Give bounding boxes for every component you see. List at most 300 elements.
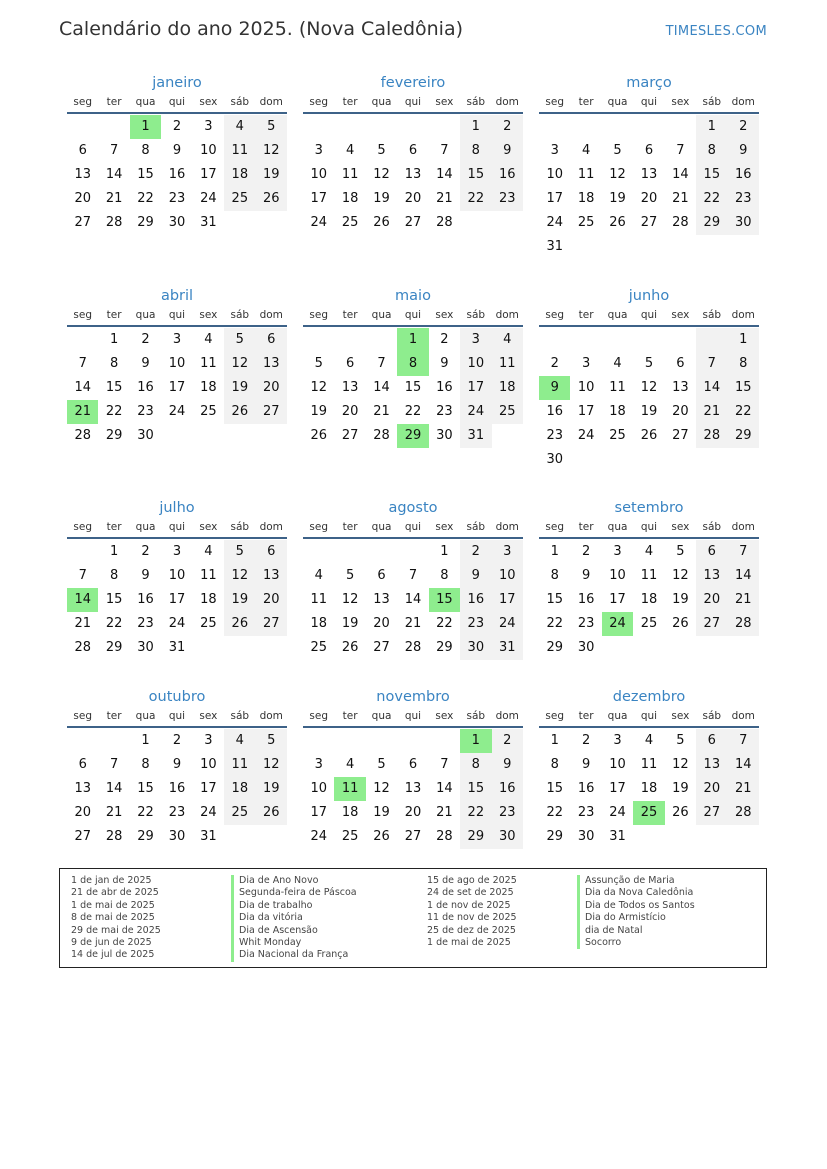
day-cell: 9 — [460, 564, 491, 588]
day-cell: 15 — [137, 167, 154, 182]
day-empty — [665, 328, 696, 352]
month-abril — [67, 285, 287, 448]
day-cell: 27 — [341, 428, 359, 443]
day-cell: 29 — [436, 640, 453, 655]
day-cell: 30 — [137, 640, 154, 655]
day-empty — [67, 540, 98, 564]
day-cell: 3 — [613, 544, 622, 559]
day-cell: 11 — [341, 167, 359, 182]
weekday-label: sex — [199, 710, 218, 722]
day-cell: 19 — [672, 592, 689, 607]
day-cell: 19 — [373, 805, 390, 820]
day-cell: 1 — [141, 733, 150, 748]
day-empty — [696, 328, 727, 352]
day-cell: 5 — [314, 356, 323, 371]
day-cell: 13 — [672, 380, 689, 395]
day-cell: 20 — [404, 191, 422, 206]
weekday-label: sáb — [466, 521, 486, 533]
day-cell: 4 — [314, 568, 323, 583]
day-empty — [256, 211, 287, 235]
week-row — [67, 636, 287, 660]
weekday-label: sex — [199, 96, 218, 108]
week-row — [67, 352, 287, 376]
day-cell: 29 — [728, 424, 759, 448]
day-empty — [224, 424, 255, 448]
day-cell: 23 — [577, 805, 595, 820]
week-row — [67, 588, 287, 612]
day-cell: 6 — [696, 540, 727, 564]
week-row — [67, 211, 287, 235]
day-empty — [602, 328, 633, 352]
weekday-label: qui — [640, 96, 658, 108]
day-cell: 27 — [74, 829, 91, 844]
day-cell: 28 — [404, 640, 422, 655]
day-cell: 7 — [78, 568, 87, 583]
day-cell: 8 — [550, 757, 559, 772]
legend-holiday-name: Dia da vitória — [231, 912, 357, 924]
week-row — [303, 211, 523, 235]
day-cell: 25 — [609, 428, 626, 443]
day-cell: 8 — [728, 352, 759, 376]
day-cell: 19 — [640, 404, 658, 419]
day-cell: 18 — [200, 380, 217, 395]
week-row — [67, 115, 287, 139]
day-cell: 5 — [224, 328, 255, 352]
day-cell: 13 — [256, 564, 287, 588]
day-cell-holiday: 25 — [633, 801, 664, 825]
day-cell: 25 — [341, 829, 359, 844]
weekday-header — [67, 708, 287, 728]
month-name: setembro — [614, 500, 684, 516]
day-cell: 31 — [200, 829, 217, 844]
legend-date: 25 de dez de 2025 — [427, 924, 516, 936]
day-cell: 10 — [310, 781, 327, 796]
day-cell: 21 — [373, 404, 390, 419]
day-cell: 23 — [492, 187, 523, 211]
week-row — [67, 612, 287, 636]
weekday-label: sex — [435, 309, 454, 321]
day-cell: 29 — [696, 211, 727, 235]
day-empty — [67, 328, 98, 352]
day-cell: 5 — [377, 757, 386, 772]
day-cell: 21 — [436, 805, 453, 820]
legend-holiday-name: Dia de Todos os Santos — [577, 900, 695, 912]
site-logo[interactable]: TIMESLES.COM — [665, 24, 767, 39]
weekday-label: sáb — [230, 309, 250, 321]
day-cell: 6 — [408, 757, 418, 772]
day-cell: 18 — [492, 376, 523, 400]
day-cell: 24 — [546, 215, 563, 230]
legend-dates-left — [71, 875, 161, 962]
day-cell: 18 — [224, 777, 255, 801]
weekday-label: qua — [135, 521, 156, 533]
day-cell: 4 — [644, 544, 654, 559]
day-empty — [633, 825, 664, 849]
day-cell: 21 — [436, 191, 453, 206]
week-row — [303, 424, 523, 448]
day-cell: 5 — [676, 544, 685, 559]
day-empty — [193, 424, 224, 448]
day-empty — [633, 328, 664, 352]
day-cell: 14 — [105, 167, 123, 182]
day-cell: 6 — [345, 356, 355, 371]
legend-dates-right — [427, 875, 517, 949]
day-empty — [334, 729, 365, 753]
day-cell: 4 — [204, 332, 213, 347]
week-row — [539, 163, 759, 187]
month-setembro — [539, 497, 759, 660]
weekday-label: qui — [404, 96, 422, 108]
day-cell: 27 — [256, 612, 287, 636]
day-cell: 27 — [696, 801, 727, 825]
day-cell: 9 — [141, 356, 150, 371]
day-cell: 29 — [137, 215, 154, 230]
day-cell: 10 — [168, 356, 186, 371]
day-cell: 9 — [728, 139, 759, 163]
weekday-header — [539, 94, 759, 114]
day-cell: 30 — [460, 636, 491, 660]
week-row — [67, 825, 287, 849]
legend-holiday-name: Dia de trabalho — [231, 900, 357, 912]
legend-date: 1 de mai de 2025 — [427, 936, 511, 948]
day-cell: 19 — [256, 163, 287, 187]
day-empty — [334, 115, 365, 139]
day-cell: 8 — [460, 753, 491, 777]
day-cell: 7 — [78, 356, 87, 371]
day-cell-holiday: 24 — [602, 612, 633, 636]
day-cell: 29 — [137, 829, 154, 844]
day-empty — [602, 448, 633, 472]
week-row — [539, 636, 759, 660]
day-cell: 4 — [345, 757, 355, 772]
day-cell: 16 — [577, 592, 595, 607]
day-cell: 13 — [373, 592, 390, 607]
week-row — [303, 636, 523, 660]
day-cell: 31 — [168, 640, 186, 655]
day-cell: 2 — [492, 115, 523, 139]
weekday-label: seg — [545, 96, 565, 108]
day-empty — [303, 540, 334, 564]
day-cell: 24 — [168, 404, 186, 419]
day-cell: 8 — [109, 568, 119, 583]
week-row — [303, 115, 523, 139]
day-cell: 12 — [672, 757, 689, 772]
weekday-label: seg — [309, 710, 329, 722]
day-cell: 3 — [550, 143, 559, 158]
week-row — [67, 424, 287, 448]
day-cell: 11 — [640, 757, 658, 772]
day-cell: 29 — [460, 825, 491, 849]
day-cell: 27 — [404, 829, 422, 844]
day-cell: 30 — [168, 829, 186, 844]
day-cell: 12 — [310, 380, 327, 395]
week-row — [67, 540, 287, 564]
day-cell: 14 — [672, 167, 689, 182]
day-cell: 7 — [728, 540, 759, 564]
week-row — [539, 753, 759, 777]
week-row — [303, 352, 523, 376]
day-cell: 6 — [696, 729, 727, 753]
day-cell: 10 — [200, 757, 217, 772]
day-cell: 31 — [546, 239, 563, 254]
weekday-label: dom — [259, 710, 283, 722]
day-empty — [602, 115, 633, 139]
day-cell: 19 — [609, 191, 626, 206]
day-cell: 12 — [256, 139, 287, 163]
day-cell: 10 — [168, 568, 186, 583]
day-cell: 18 — [640, 592, 658, 607]
day-cell: 23 — [168, 191, 186, 206]
day-cell: 10 — [609, 568, 626, 583]
day-cell: 17 — [577, 404, 595, 419]
month-novembro — [303, 686, 523, 849]
day-cell: 4 — [204, 544, 213, 559]
day-empty — [397, 115, 428, 139]
day-cell: 2 — [172, 733, 182, 748]
day-cell: 30 — [492, 825, 523, 849]
weekday-label: seg — [309, 521, 329, 533]
day-empty — [728, 636, 759, 660]
day-cell: 1 — [550, 544, 559, 559]
page-title: Calendário do ano 2025. (Nova Caledônia) — [59, 18, 464, 40]
day-cell: 14 — [373, 380, 390, 395]
weekday-label: qua — [371, 521, 392, 533]
day-cell-holiday: 1 — [130, 115, 161, 139]
month-name: outubro — [148, 689, 206, 705]
day-cell: 16 — [728, 163, 759, 187]
day-cell: 11 — [310, 592, 327, 607]
day-cell: 15 — [460, 163, 491, 187]
day-empty — [256, 424, 287, 448]
weekday-label: qua — [607, 309, 628, 321]
day-cell: 2 — [581, 544, 591, 559]
week-row — [539, 540, 759, 564]
day-cell: 26 — [224, 612, 255, 636]
day-cell-holiday: 29 — [397, 424, 428, 448]
day-cell: 17 — [460, 376, 491, 400]
day-cell: 23 — [460, 612, 491, 636]
day-cell: 18 — [640, 781, 658, 796]
month-janeiro — [67, 72, 287, 235]
legend-date: 11 de nov de 2025 — [427, 912, 517, 924]
day-cell: 16 — [460, 588, 491, 612]
day-cell: 4 — [224, 115, 255, 139]
week-row — [67, 801, 287, 825]
day-empty — [539, 115, 570, 139]
weekday-label: ter — [342, 309, 358, 321]
weekday-label: sex — [671, 96, 690, 108]
day-cell: 4 — [644, 733, 654, 748]
weekday-label: sáb — [702, 96, 722, 108]
day-cell: 14 — [74, 380, 91, 395]
day-cell: 23 — [137, 616, 154, 631]
week-row — [303, 612, 523, 636]
week-row — [303, 187, 523, 211]
day-empty — [366, 115, 397, 139]
month-fevereiro — [303, 72, 523, 235]
day-cell: 15 — [137, 781, 154, 796]
week-row — [303, 777, 523, 801]
day-cell: 3 — [492, 540, 523, 564]
day-empty — [665, 235, 696, 259]
day-cell: 25 — [310, 640, 327, 655]
week-row — [67, 376, 287, 400]
weekday-label: seg — [309, 96, 329, 108]
weekday-label: seg — [73, 309, 93, 321]
day-empty — [366, 540, 397, 564]
day-cell: 1 — [550, 733, 559, 748]
day-cell: 8 — [109, 356, 119, 371]
weekday-label: dom — [495, 521, 519, 533]
day-cell: 20 — [640, 191, 658, 206]
day-cell: 8 — [141, 143, 150, 158]
day-cell: 26 — [672, 616, 689, 631]
legend-date: 15 de ago de 2025 — [427, 875, 517, 886]
month-outubro — [67, 686, 287, 849]
day-empty — [696, 636, 727, 660]
day-cell: 11 — [224, 753, 255, 777]
week-row — [303, 801, 523, 825]
day-cell: 6 — [256, 328, 287, 352]
weekday-label: dom — [259, 96, 283, 108]
day-cell: 16 — [577, 781, 595, 796]
day-cell: 5 — [345, 568, 355, 583]
day-cell: 19 — [341, 616, 359, 631]
legend-holiday-name: Dia de Ano Novo — [231, 875, 357, 887]
day-cell: 9 — [440, 356, 449, 371]
day-cell: 26 — [256, 801, 287, 825]
day-cell: 14 — [404, 592, 422, 607]
weekday-label: sáb — [230, 96, 250, 108]
day-cell-holiday: 1 — [397, 328, 428, 352]
legend-date: 1 de mai de 2025 — [71, 899, 155, 911]
legend-holiday-name: Whit Monday — [231, 937, 357, 949]
weekday-label: qua — [607, 710, 628, 722]
week-row — [303, 540, 523, 564]
day-cell: 18 — [577, 191, 595, 206]
day-cell: 11 — [640, 568, 658, 583]
day-empty — [602, 636, 633, 660]
day-cell: 17 — [168, 592, 186, 607]
legend-names-right — [577, 875, 695, 949]
day-cell: 26 — [373, 829, 390, 844]
day-cell: 7 — [440, 143, 449, 158]
day-cell: 8 — [440, 568, 449, 583]
day-cell: 1 — [460, 115, 491, 139]
day-cell: 3 — [314, 143, 323, 158]
day-cell: 2 — [728, 115, 759, 139]
day-cell: 19 — [256, 777, 287, 801]
day-cell: 18 — [224, 163, 255, 187]
legend-date: 24 de set de 2025 — [427, 887, 514, 899]
day-cell: 17 — [310, 191, 327, 206]
day-empty — [696, 448, 727, 472]
day-cell: 3 — [172, 544, 182, 559]
day-empty — [334, 328, 365, 352]
day-cell: 17 — [546, 191, 563, 206]
day-cell: 7 — [440, 757, 449, 772]
month-name: março — [626, 75, 672, 91]
day-cell: 9 — [492, 139, 523, 163]
month-agosto — [303, 497, 523, 660]
week-row — [539, 352, 759, 376]
day-cell: 15 — [460, 777, 491, 801]
day-cell: 2 — [141, 332, 150, 347]
day-cell: 22 — [105, 404, 123, 419]
day-cell: 1 — [109, 544, 119, 559]
weekday-label: seg — [545, 309, 565, 321]
day-cell: 11 — [200, 568, 217, 583]
day-cell: 20 — [373, 616, 390, 631]
day-cell: 9 — [172, 757, 182, 772]
day-cell: 31 — [200, 215, 217, 230]
weekday-label: qui — [168, 309, 186, 321]
day-cell: 16 — [137, 592, 154, 607]
legend-date: 8 de mai de 2025 — [71, 912, 155, 924]
day-cell: 26 — [609, 215, 626, 230]
day-cell: 14 — [105, 781, 123, 796]
day-cell: 15 — [105, 592, 123, 607]
day-empty — [67, 729, 98, 753]
weekday-label: ter — [342, 521, 358, 533]
day-cell: 4 — [492, 328, 523, 352]
weekday-label: seg — [73, 521, 93, 533]
week-row — [67, 753, 287, 777]
day-cell: 28 — [105, 215, 123, 230]
weekday-label: sex — [435, 710, 454, 722]
day-cell: 12 — [609, 167, 626, 182]
day-cell: 14 — [728, 753, 759, 777]
day-cell: 17 — [168, 380, 186, 395]
weekday-label: sáb — [702, 710, 722, 722]
day-cell: 31 — [492, 636, 523, 660]
week-row — [539, 448, 759, 472]
day-cell: 13 — [341, 380, 359, 395]
day-cell: 9 — [581, 757, 591, 772]
day-cell: 21 — [74, 616, 91, 631]
day-empty — [570, 235, 601, 259]
day-cell: 10 — [310, 167, 327, 182]
weekday-label: sex — [671, 710, 690, 722]
day-cell: 19 — [310, 404, 327, 419]
day-empty — [665, 115, 696, 139]
day-cell: 28 — [696, 424, 727, 448]
day-cell: 5 — [256, 115, 287, 139]
legend-holiday-name: Socorro — [577, 937, 695, 949]
weekday-label: ter — [106, 521, 122, 533]
day-cell: 2 — [440, 332, 449, 347]
day-cell: 16 — [168, 167, 186, 182]
week-row — [67, 163, 287, 187]
day-cell: 11 — [577, 167, 595, 182]
day-cell: 5 — [644, 356, 654, 371]
day-empty — [303, 328, 334, 352]
weekday-label: dom — [731, 710, 755, 722]
day-cell: 30 — [546, 452, 563, 467]
weekday-label: sex — [199, 309, 218, 321]
weekday-label: qui — [404, 710, 422, 722]
month-março — [539, 72, 759, 259]
weekday-header — [67, 519, 287, 539]
day-cell: 5 — [377, 143, 386, 158]
weekday-header — [539, 519, 759, 539]
day-cell: 14 — [436, 167, 453, 182]
day-cell: 11 — [609, 380, 626, 395]
day-cell: 23 — [168, 805, 186, 820]
day-empty — [193, 636, 224, 660]
weekday-label: ter — [342, 96, 358, 108]
day-cell: 27 — [672, 428, 689, 443]
